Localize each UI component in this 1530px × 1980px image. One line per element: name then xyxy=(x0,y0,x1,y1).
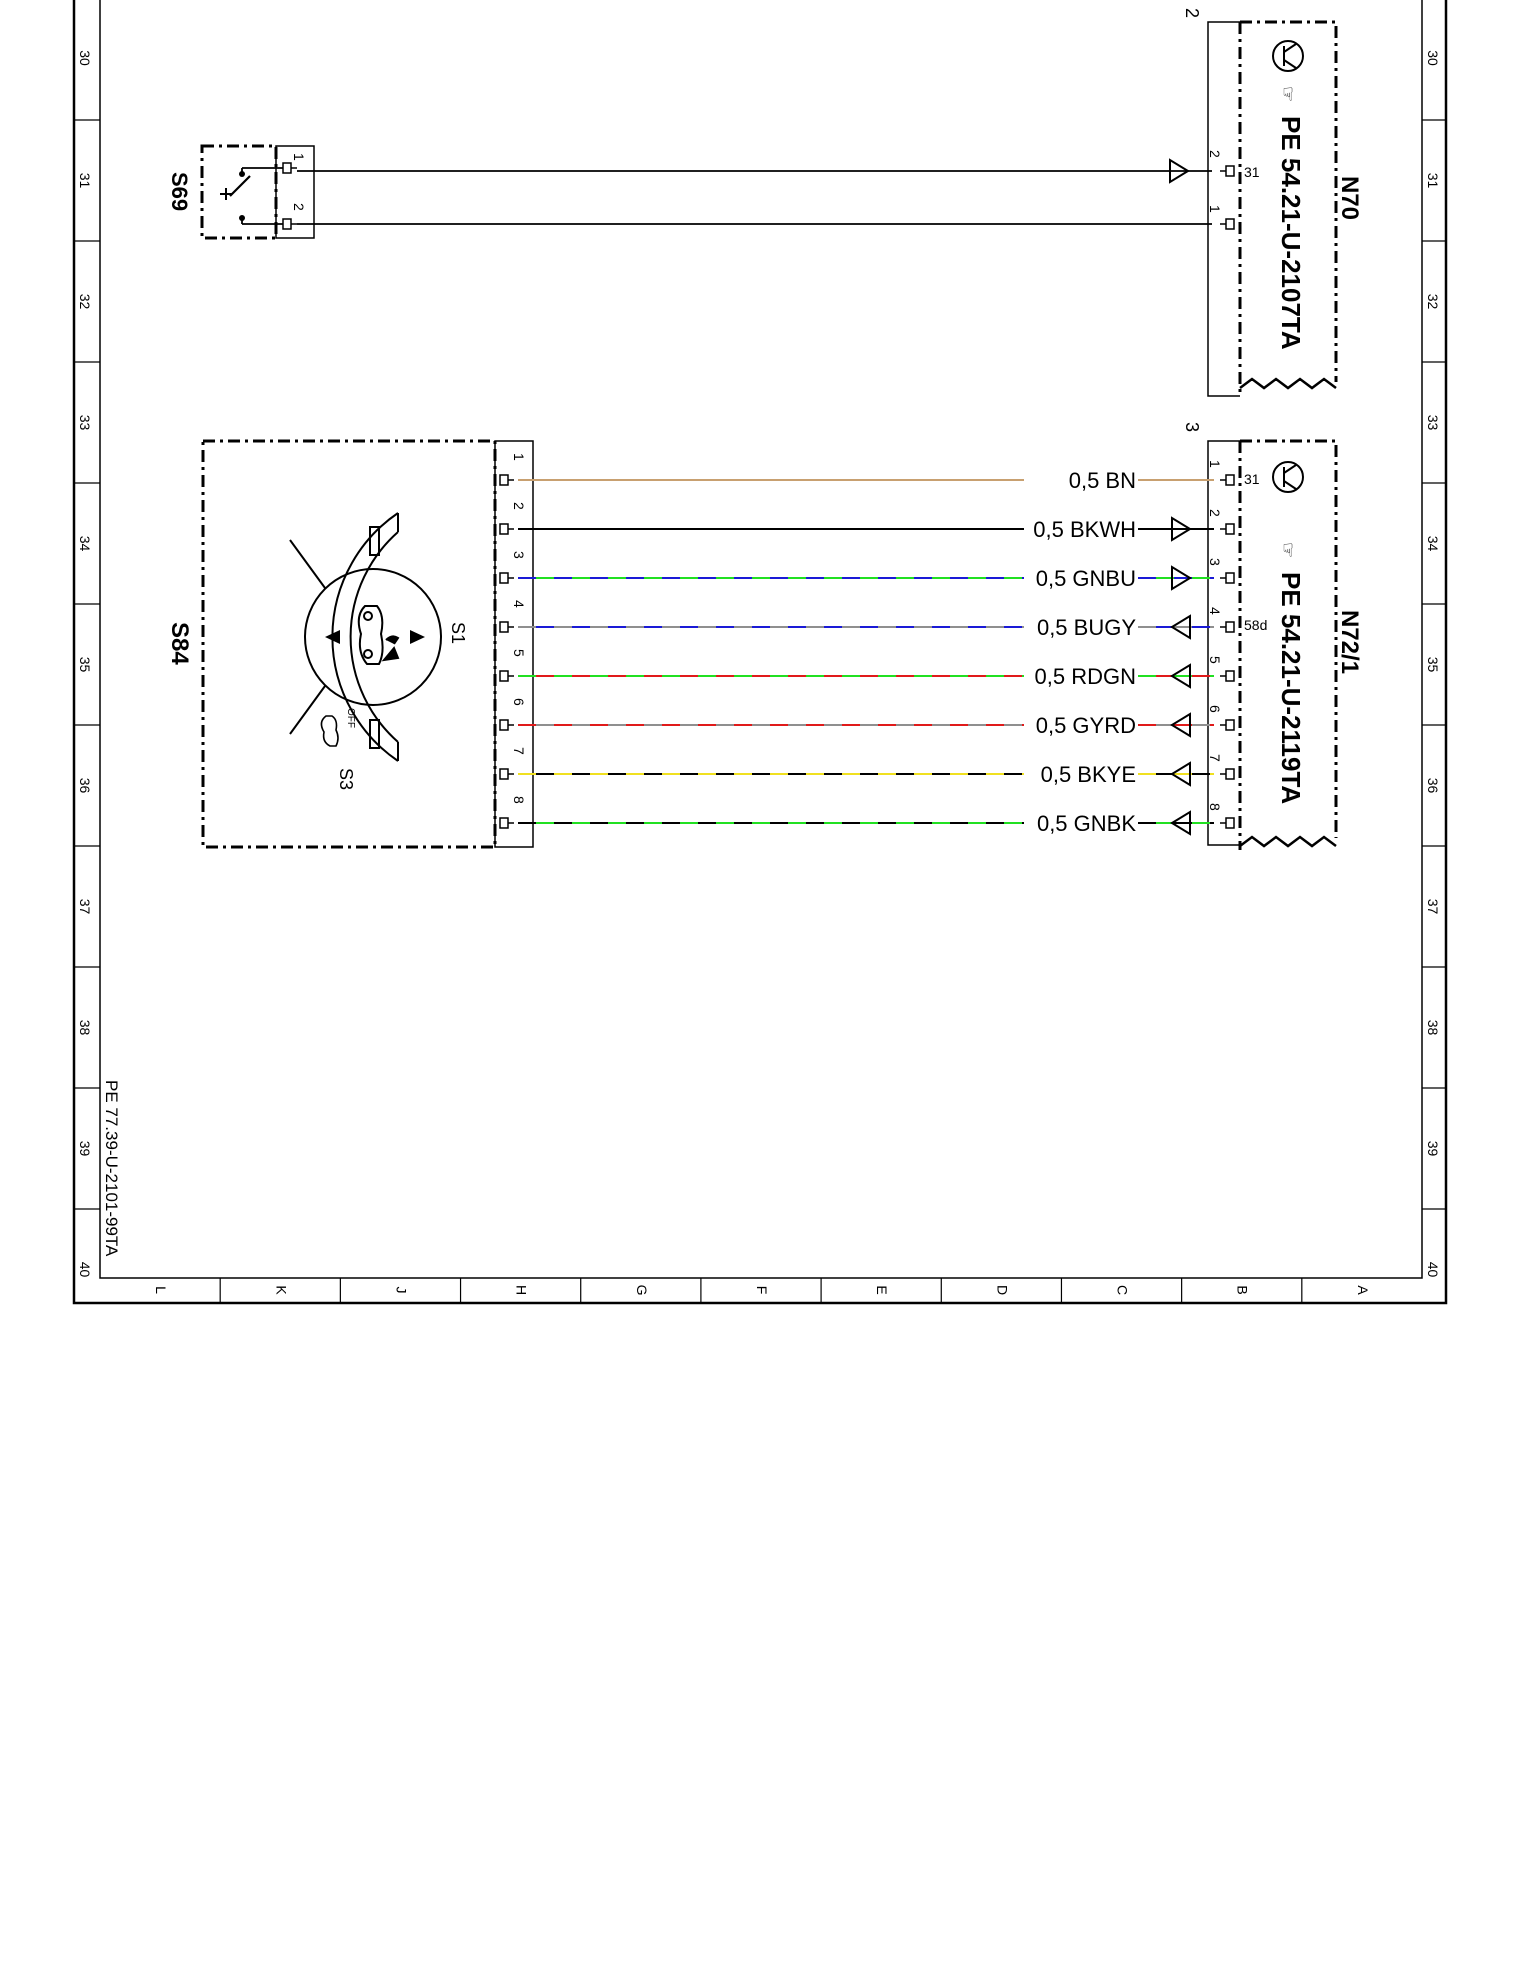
row-number-left: 31 xyxy=(77,172,93,189)
row-number-right: 30 xyxy=(1425,50,1441,66)
n72-1-pin-number: 7 xyxy=(1207,754,1223,762)
column-letter: B xyxy=(1234,1285,1251,1295)
s84-pin-number: 4 xyxy=(511,600,527,608)
wire-label: 0,5 BKWH xyxy=(1033,517,1136,542)
row-number-right: 40 xyxy=(1425,1261,1441,1278)
row-number-right: 38 xyxy=(1425,1019,1441,1036)
row-number-right: 33 xyxy=(1425,414,1441,431)
s84-pin-number: 7 xyxy=(511,747,527,755)
n70-pin-function-31: 31 xyxy=(1244,164,1260,180)
row-number-left: 38 xyxy=(77,1019,93,1036)
n72-1-pin-number: 6 xyxy=(1207,705,1223,713)
n72-1-connector-number: 3 xyxy=(1182,422,1202,433)
row-number-right: 36 xyxy=(1425,777,1441,794)
column-letter: D xyxy=(994,1284,1011,1296)
row-number-right: 37 xyxy=(1425,898,1441,915)
n72-1-pin-number: 1 xyxy=(1207,460,1223,468)
n70-label: N70 xyxy=(1336,176,1363,221)
column-letter: J xyxy=(393,1286,410,1294)
n70-pin-1: 1 xyxy=(1207,205,1223,213)
s84-sub-label-s1: S1 xyxy=(448,622,468,645)
s84-pin-number: 6 xyxy=(511,698,527,706)
wire-label: 0,5 BUGY xyxy=(1036,615,1136,640)
column-letter: C xyxy=(1114,1284,1131,1296)
n72-1-label: N72/1 xyxy=(1336,610,1363,675)
drawing-number: PE 77.39-U-2101-99TA xyxy=(102,1080,121,1257)
column-letter: E xyxy=(874,1285,891,1295)
s69-pin-2: 2 xyxy=(291,203,307,211)
s84-pin-number: 1 xyxy=(511,453,527,461)
s84-off-label: OFF xyxy=(345,708,356,728)
s69-label: S69 xyxy=(167,172,192,212)
row-number-right: 32 xyxy=(1425,293,1441,310)
column-letter: A xyxy=(1354,1285,1371,1295)
s84-pin-number: 3 xyxy=(511,551,527,559)
n72-1-pointing-hand-icon: ☞ xyxy=(1278,542,1298,559)
row-number-right: 31 xyxy=(1425,172,1441,189)
row-number-left: 39 xyxy=(77,1140,93,1157)
n72-1-pin-number: 3 xyxy=(1207,558,1223,566)
column-letter: H xyxy=(513,1284,530,1296)
row-number-left: 37 xyxy=(77,898,93,915)
n72-1-pin-number: 4 xyxy=(1207,607,1223,615)
s84-pin-number: 5 xyxy=(511,649,527,657)
row-number-left: 35 xyxy=(77,656,93,673)
row-number-right: 34 xyxy=(1425,535,1441,552)
column-letter: G xyxy=(633,1284,650,1296)
column-letter: K xyxy=(273,1285,290,1295)
row-number-left: 30 xyxy=(77,50,93,66)
s84-label: S84 xyxy=(166,622,193,665)
wire-label: 0,5 GYRD xyxy=(1035,713,1136,738)
n70-connector-number: 2 xyxy=(1182,8,1202,19)
wire-label: 0,5 RDGN xyxy=(1034,664,1136,689)
s84-pin-number: 8 xyxy=(511,796,527,804)
row-number-left: 36 xyxy=(77,777,93,794)
column-letter: L xyxy=(153,1286,170,1294)
n70-pointing-hand-icon: ☞ xyxy=(1278,86,1298,103)
wire-label: 0,5 BKYE xyxy=(1040,762,1136,787)
row-number-left: 34 xyxy=(77,535,93,552)
wire-label: 0,5 GNBK xyxy=(1036,811,1136,836)
column-letter: F xyxy=(754,1285,770,1295)
row-number-right: 35 xyxy=(1425,656,1441,673)
n72-1-pin-number: 2 xyxy=(1207,509,1223,517)
n70-pin-2: 2 xyxy=(1207,150,1223,158)
row-number-left: 32 xyxy=(77,293,93,310)
s84-sub-label-s3: S3 xyxy=(336,768,356,791)
n72-1-pin-number: 5 xyxy=(1207,656,1223,664)
row-number-right: 39 xyxy=(1425,1140,1441,1157)
n70-reference: PE 54.21-U-2107TA xyxy=(1276,116,1306,350)
n72-1-pin-function-31: 31 xyxy=(1244,471,1260,487)
s84-pin-number: 2 xyxy=(511,502,527,510)
wire-label: 0,5 GNBU xyxy=(1035,566,1136,591)
n72-1-pin-function-58d: 58d xyxy=(1244,617,1268,633)
row-number-left: 40 xyxy=(77,1261,93,1278)
s69-pin-1: 1 xyxy=(291,153,307,161)
wire-label: 0,5 BN xyxy=(1068,468,1136,493)
row-number-left: 33 xyxy=(77,414,93,431)
n72-1-pin-number: 8 xyxy=(1207,803,1223,811)
n72-1-reference: PE 54.21-U-2119TA xyxy=(1276,572,1306,805)
